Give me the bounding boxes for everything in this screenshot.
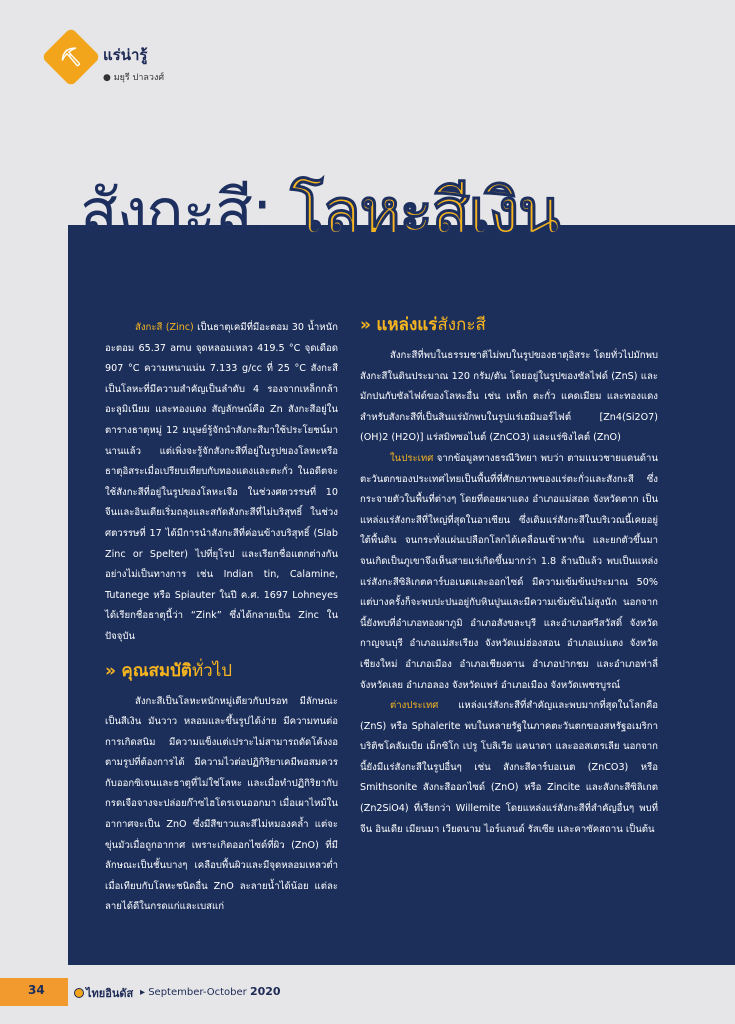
issue-month: September-October [148, 987, 247, 998]
abroad-text: แหล่งแร่สังกะสีที่สำคัญและพบมากที่สุดในโลกคือ (ZnS) หรือ Sphalerite พบในหลายรัฐในภาคตะวันตกของสหรัฐอเมริกา บริติชโคลัมเบีย เม็กซิโก เปรู โบลิเวีย แคนาดา และออสเตรเลีย นอกจากนี้ยังมีแร่สังกะสีในรูปอื่นๆ เช่น สังกะสีคาร์บอเนต (ZnCO3) หรือ Smithsonite สังกะสีออกไซด์ (ZnO) หรือ Zincite และสังกะสีซิลิเกต (Zn2SiO4) ที่เรียกว่า Willemite โดยแหล่งแร่สังกะสีที่สำคัญอื่นๆ พบที่จีน อินเดีย เมียนมา เวียดนาม ไอร์แลนด์ รัสเซีย และคาซัคสถาน เป็นต้น [360, 700, 658, 835]
article-title [80, 172, 560, 252]
abroad-paragraph [360, 696, 658, 840]
page-number: 34 [28, 983, 45, 997]
right-column [360, 315, 658, 840]
sources-paragraph: สังกะสีที่พบในธรรมชาติไม่พบในรูปของธาตุอิสระ โดยทั่วไปมักพบสังกะสีในดินประมาณ 120 กรัม/ตัน โดยอยู่ในรูปของซัลไฟด์ (ZnS) และมักปนกับซัลไฟด์ของโลหะอื่น เช่น เหล็ก ตะกั่ว แคดเมียม และทองแดง สำหรับสังกะสีที่เป็นสินแร่มักพบในรูปแร่เฮมิมอร์ไฟต์ [Zn4(Si2O7) (OH)2 (H2O)] แร่สมิทซอไนต์ (ZnCO3) และแร่ซิงไคต์ (ZnO) [360, 350, 658, 444]
properties-paragraph: สังกะสีเป็นโลหะหนักหมู่เดียวกับปรอท มีลักษณะเป็นสีเงิน มันวาว หลอมและขึ้นรูปได้ง่าย มีความทนต่อการเกิดสนิม มีความแข็งแต่เปราะไม่สามารถดัดโค้งงอตามรูปที่ต้องการได้ มีความไวต่อปฏิกิริยาเคมีพอสมควรกับออกซิเจนและธาตุที่ไม่ใช่โลหะ และเมื่อทำปฏิกิริยากับกรดเจือจางจะปล่อยก๊าซไฮโดรเจนออกมา เมื่อเผาไหม้ในอากาศจะเป็น ZnO ซึ่งมีสีขาวและสีไม่หมองคล้ำ แต่จะขุ่นมัวเมื่อถูกอากาศ เพราะเกิดออกไซด์ที่ผิว (ZnO) ที่มีลักษณะเป็นชั้นบางๆ เคลือบพื้นผิวและมีจุดหลอมเหลวต่ำเมื่อเทียบกับโลหะชนิดอื่น ZnO ละลายน้ำได้น้อย แต่ละลายได้ดีในกรดแก่และเบสแก่ [105, 695, 338, 913]
page-footer [0, 978, 735, 1008]
logo-icon [74, 988, 84, 998]
thailand-label: ในประเทศ [390, 452, 434, 464]
intro-highlight: สังกะสี (Zinc) [135, 322, 194, 333]
intro-text: เป็นธาตุเคมีที่มีอะตอม 30 น้ำหนักอะตอม 65.37 amu จุดหลอมเหลว 419.5 °C จุดเดือด 907 °C ความหนาแน่น 7.133 g/cc ที่ 25 °C สังกะสีเป็นโลหะที่มีความสำคัญเป็นลำดับ 4 รองจากเหล็กกล้า อะลูมิเนียม และทองแดง สัญลักษณ์คือ Zn สังกะสีอยู่ในตารางธาตุหมู่ 12 มนุษย์รู้จักนำสังกะสีมาใช้ประโยชน์มานานแล้ว แต่เพิ่งจะรู้จักสังกะสีที่อยู่ในรูปของโลหะหรือธาตุอิสระเมื่อเปรียบเทียบกับทองแดงและตะกั่ว ในอดีตจะใช้สังกะสีที่อยู่ในรูปของโลหะเจือ ในช่วงศตวรรษที่ 10 จีนและอินเดียเริ่มถลุงและสกัดสังกะสีที่ไม่บริสุทธิ์ ในช่วงศตวรรษที่ 17 ได้มีการนำสังกะสีที่ค่อนข้างบริสุทธิ์ (Slab Zinc or Spelter) ไปที่ยุโรป และเรียกชื่อแตกต่างกันอย่างไม่เป็นทางการ เช่น Indian tin, Calamine, Tutanege หรือ Spiauter ในปี ค.ศ. 1697 Lohneyes ได้เรียกชื่อธาตุนี้ว่า “Zink” ซึ่งได้กลายเป็น Zinc ในปัจจุบัน [105, 322, 338, 642]
heading-arrow: » [360, 315, 371, 335]
heading-arrow: » [105, 660, 116, 681]
left-column [105, 318, 338, 918]
magazine-logo [74, 984, 133, 1002]
magazine-name: ไทยอินดัส [86, 987, 134, 1000]
abroad-label: ต่างประเทศ [390, 700, 439, 712]
section-name: แร่น่ารู้ [103, 46, 148, 64]
thailand-text: จากข้อมูลทางธรณีวิทยา พบว่า ตามแนวชายแดนด้านตะวันตกของประเทศไทยเป็นพื้นที่ที่ศักยภาพของแร่ตะกั่วและสังกะสี ซึ่งกระจายตัวในพื้นที่ต่างๆ โดยที่ดอยผาแดง อำเภอแม่สอด จังหวัดตาก เป็นแหล่งแร่สังกะสีที่ใหญ่ที่สุดในอาเซียน ซึ่งเดิมแร่สังกะสีในบริเวณนี้เคยอยู่ใต้พื้นดิน จนกระทั่งแผ่นเปลือกโลกได้เคลื่อนเข้าหากัน และยกตัวขึ้นมา จนเกิดเป็นภูเขาจึงเห็นสายแร่เกิดขึ้นมากว่า 1.8 ล้านปีแล้ว พบเป็นแหล่งแร่สังกะสีซิลิเกตคาร์บอเนตและออกไซด์ มีความเข้มข้นประมาณ 50% แต่บางครั้งก็จะพบปะปนอยู่กับหินปูนและมีความเข้มข้นไม่สูงนัก นอกจากนี้ยังพบที่อำเภอทองผาภูมิ อำเภอสังขละบุรี และอำเภอศรีสวัสดิ์ จังหวัดกาญจนบุรี อำเภอแม่สะเรียง จังหวัดแม่ฮ่องสอน อำเภอแม่แตง จังหวัดเชียงใหม่ อำเภอเมือง อำเภอเชียงคาน อำเภอปากชม และอำเภอท่าลี่ จังหวัดเลย อำเภอลอง จังหวัดแพร่ อำเภอเมือง จังหวัดเพชรบูรณ์ [360, 452, 658, 691]
properties-heading-part-1: คุณสมบัติ [121, 660, 192, 681]
properties-heading-part-2: ทั่วไป [191, 660, 233, 681]
pickaxe-icon: ⛏ [59, 46, 83, 68]
title-part-1: สังกะสี: [80, 175, 291, 248]
issue-year: 2020 [249, 985, 281, 998]
thailand-paragraph [360, 449, 658, 696]
intro-paragraph [105, 318, 338, 648]
sources-heading-part-1: แหล่งแร่ [376, 315, 438, 335]
issue-date: ▸ September-October 2020 [140, 985, 281, 998]
sources-heading [360, 312, 658, 338]
title-part-2: โลหะสีเงิน [290, 175, 560, 248]
author-name: ● มยุรี ปาลวงศ์ [103, 73, 165, 83]
sources-heading-part-2: สังกะสี [437, 315, 486, 335]
properties-heading [105, 658, 338, 684]
